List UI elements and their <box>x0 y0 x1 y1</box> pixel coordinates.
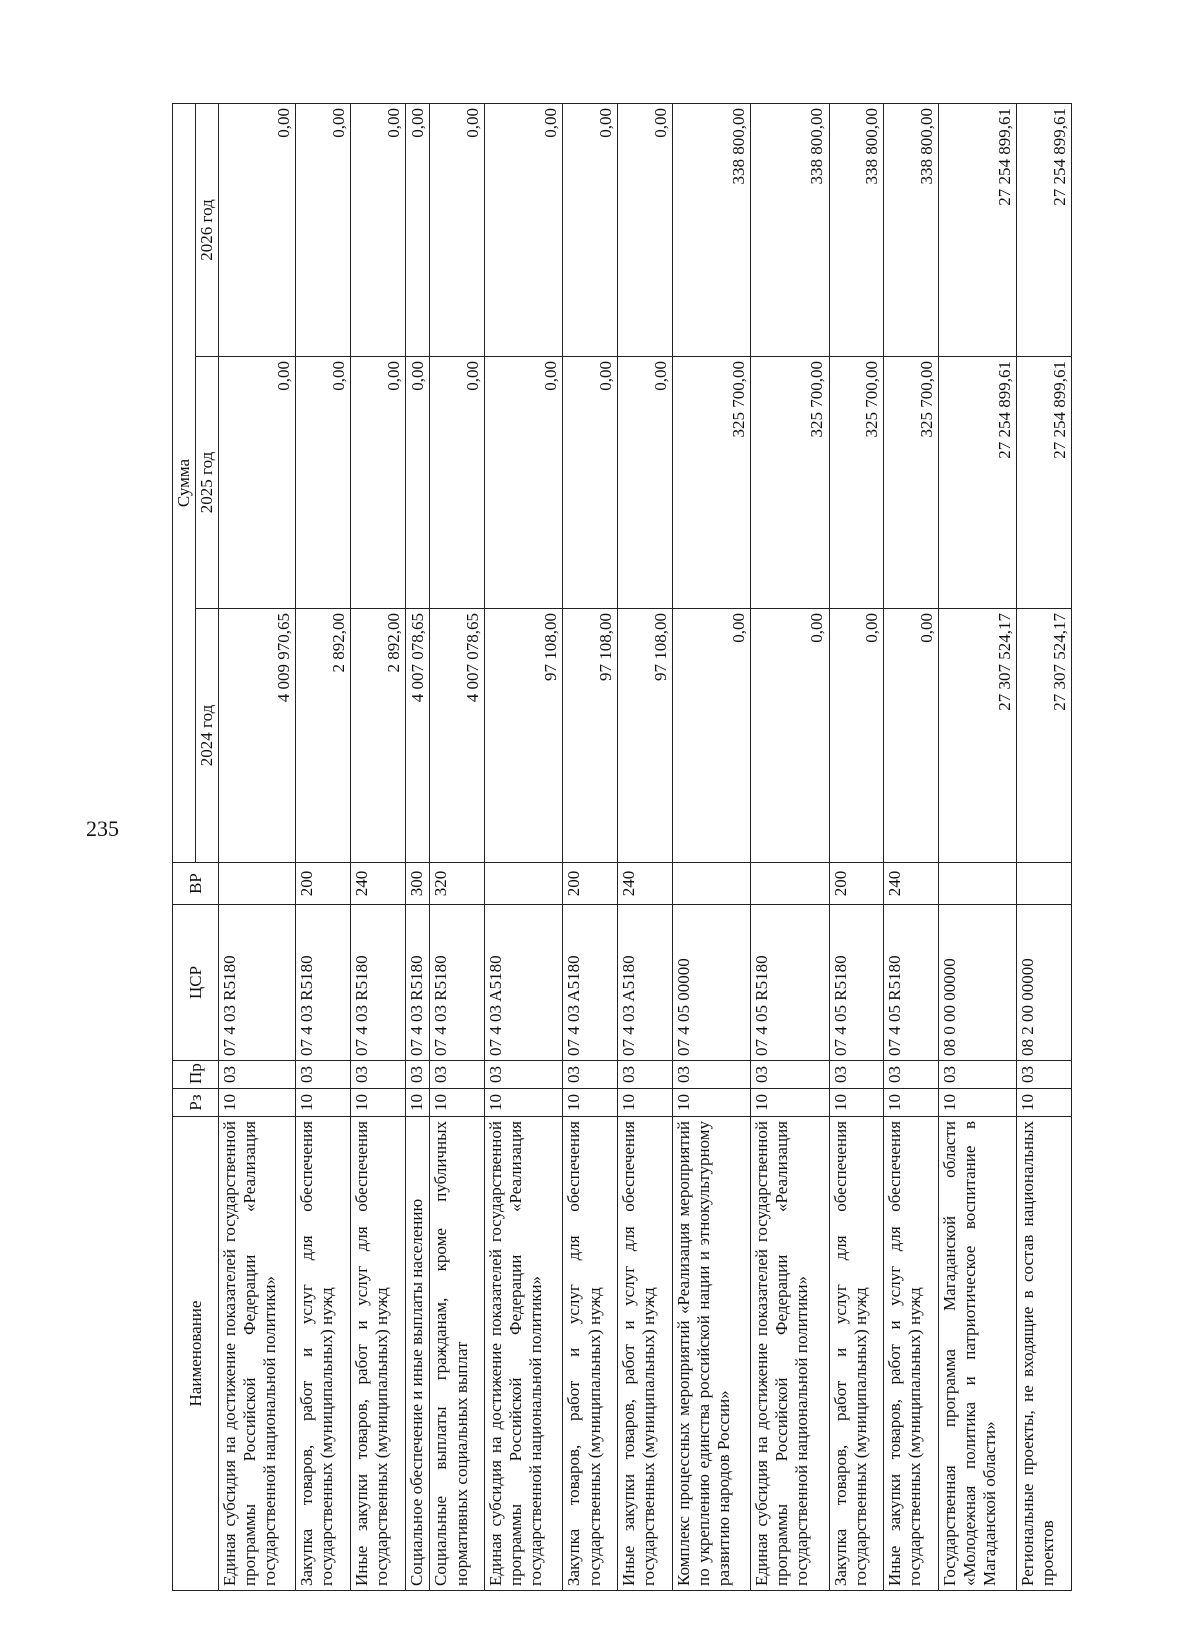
row-csr: 07 4 03 R5180 <box>351 905 406 1061</box>
header-rz: Рз <box>173 1089 219 1117</box>
row-2025: 325 700,00 <box>751 357 829 609</box>
row-vr: 240 <box>351 863 406 905</box>
header-sum: Сумма <box>173 104 196 863</box>
header-csr: ЦСР <box>173 905 219 1061</box>
header-2025: 2025 год <box>196 357 219 609</box>
row-pr: 03 <box>829 1061 884 1089</box>
row-vr <box>938 863 1016 905</box>
row-name: Закупка товаров, работ и услуг для обеспечения государственных (муниципальных) нужд <box>829 1117 884 1591</box>
row-name: Социальные выплаты гражданам, кроме публичных нормативных социальных выплат <box>430 1117 485 1591</box>
table-row <box>430 104 485 1591</box>
row-2024: 0,00 <box>884 609 939 863</box>
row-2025: 0,00 <box>563 357 618 609</box>
row-2026: 338 800,00 <box>751 104 829 357</box>
row-csr: 08 0 00 00000 <box>938 905 1016 1061</box>
row-2026: 27 254 899,61 <box>1017 104 1072 357</box>
header-pr: Пр <box>173 1061 219 1089</box>
row-2026: 338 800,00 <box>829 104 884 357</box>
row-rz: 10 <box>884 1089 939 1117</box>
row-rz: 10 <box>485 1089 563 1117</box>
row-csr: 07 4 03 R5180 <box>219 905 296 1061</box>
row-csr: 07 4 05 R5180 <box>829 905 884 1061</box>
table-row <box>618 104 673 1591</box>
row-name: Закупка товаров, работ и услуг для обеспечения государственных (муниципальных) нужд <box>296 1117 351 1591</box>
row-csr: 07 4 03 R5180 <box>405 905 430 1061</box>
row-vr: 200 <box>829 863 884 905</box>
row-csr: 07 4 03 A5180 <box>563 905 618 1061</box>
row-2025: 0,00 <box>351 357 406 609</box>
row-2026: 0,00 <box>485 104 563 357</box>
row-2026: 0,00 <box>430 104 485 357</box>
row-2024: 27 307 524,17 <box>938 609 1016 863</box>
header-2026: 2026 год <box>196 104 219 357</box>
row-2024: 2 892,00 <box>296 609 351 863</box>
row-2025: 325 700,00 <box>672 357 750 609</box>
row-2024: 0,00 <box>672 609 750 863</box>
table-row <box>751 104 829 1591</box>
row-name: Единая субсидия на достижение показателей государственной программы Российской Федерации «Реализация государственной национальной политики» <box>751 1117 829 1591</box>
row-pr: 03 <box>618 1061 673 1089</box>
row-pr: 03 <box>884 1061 939 1089</box>
row-pr: 03 <box>938 1061 1016 1089</box>
row-name: Государственная программа Магаданской области «Молодежная политика и патриотическое воспитание в Магаданской области» <box>938 1117 1016 1591</box>
row-name: Социальное обеспечение и иные выплаты населению <box>405 1117 430 1591</box>
row-2025: 0,00 <box>485 357 563 609</box>
row-2024: 0,00 <box>829 609 884 863</box>
row-vr: 200 <box>296 863 351 905</box>
table-row <box>938 104 1016 1591</box>
rotated-table-wrapper <box>172 104 1072 1591</box>
row-pr: 03 <box>751 1061 829 1089</box>
page-number: 235 <box>86 816 119 841</box>
row-csr: 08 2 00 00000 <box>1017 905 1072 1061</box>
table-row <box>1017 104 1072 1591</box>
row-rz: 10 <box>219 1089 296 1117</box>
table-row <box>405 104 430 1591</box>
row-2025: 0,00 <box>296 357 351 609</box>
table-body <box>219 104 1072 1591</box>
row-2024: 4 009 970,65 <box>219 609 296 863</box>
row-rz: 10 <box>938 1089 1016 1117</box>
row-csr: 07 4 05 R5180 <box>751 905 829 1061</box>
row-pr: 03 <box>485 1061 563 1089</box>
row-2026: 0,00 <box>351 104 406 357</box>
table-row <box>296 104 351 1591</box>
row-2024: 0,00 <box>751 609 829 863</box>
row-2024: 97 108,00 <box>563 609 618 863</box>
row-vr <box>672 863 750 905</box>
row-2025: 0,00 <box>219 357 296 609</box>
table-row <box>485 104 563 1591</box>
header-2024: 2024 год <box>196 609 219 863</box>
row-name: Иные закупки товаров, работ и услуг для обеспечения государственных (муниципальных) нужд <box>351 1117 406 1591</box>
table-row <box>884 104 939 1591</box>
row-rz: 10 <box>1017 1089 1072 1117</box>
row-2025: 27 254 899,61 <box>938 357 1016 609</box>
row-vr: 240 <box>884 863 939 905</box>
row-vr <box>751 863 829 905</box>
row-2024: 4 007 078,65 <box>430 609 485 863</box>
row-2025: 0,00 <box>618 357 673 609</box>
row-2026: 338 800,00 <box>672 104 750 357</box>
row-rz: 10 <box>751 1089 829 1117</box>
row-vr <box>485 863 563 905</box>
row-2026: 0,00 <box>219 104 296 357</box>
row-pr: 03 <box>405 1061 430 1089</box>
row-rz: 10 <box>405 1089 430 1117</box>
row-2024: 97 108,00 <box>485 609 563 863</box>
row-2025: 325 700,00 <box>829 357 884 609</box>
row-name: Региональные проекты, не входящие в состав национальных проектов <box>1017 1117 1072 1591</box>
row-vr: 320 <box>430 863 485 905</box>
row-vr <box>219 863 296 905</box>
header-vr: ВР <box>173 863 219 905</box>
row-csr: 07 4 03 A5180 <box>485 905 563 1061</box>
table-row <box>351 104 406 1591</box>
row-rz: 10 <box>296 1089 351 1117</box>
row-vr: 240 <box>618 863 673 905</box>
row-csr: 07 4 03 R5180 <box>296 905 351 1061</box>
row-pr: 03 <box>563 1061 618 1089</box>
row-pr: 03 <box>219 1061 296 1089</box>
row-name: Иные закупки товаров, работ и услуг для обеспечения государственных (муниципальных) нужд <box>884 1117 939 1591</box>
row-name: Единая субсидия на достижение показателей государственной программы Российской Федерации «Реализация государственной национальной политики» <box>219 1117 296 1591</box>
row-2026: 27 254 899,61 <box>938 104 1016 357</box>
row-name: Единая субсидия на достижение показателей государственной программы Российской Федерации «Реализация государственной национальной политики» <box>485 1117 563 1591</box>
row-2026: 338 800,00 <box>884 104 939 357</box>
row-pr: 03 <box>672 1061 750 1089</box>
row-name: Закупка товаров, работ и услуг для обеспечения государственных (муниципальных) нужд <box>563 1117 618 1591</box>
header-name: Наименование <box>173 1117 219 1591</box>
row-2025: 0,00 <box>405 357 430 609</box>
row-csr: 07 4 05 R5180 <box>884 905 939 1061</box>
row-rz: 10 <box>563 1089 618 1117</box>
row-2024: 4 007 078,65 <box>405 609 430 863</box>
row-pr: 03 <box>296 1061 351 1089</box>
row-2026: 0,00 <box>618 104 673 357</box>
row-vr: 300 <box>405 863 430 905</box>
row-pr: 03 <box>1017 1061 1072 1089</box>
row-2026: 0,00 <box>296 104 351 357</box>
row-2025: 27 254 899,61 <box>1017 357 1072 609</box>
row-vr <box>1017 863 1072 905</box>
row-csr: 07 4 03 R5180 <box>430 905 485 1061</box>
row-2024: 27 307 524,17 <box>1017 609 1072 863</box>
row-rz: 10 <box>351 1089 406 1117</box>
row-csr: 07 4 03 A5180 <box>618 905 673 1061</box>
row-name: Комплекс процессных мероприятий «Реализация мероприятий по укреплению единства российской нации и этнокультурному развитию народов России» <box>672 1117 750 1591</box>
row-rz: 10 <box>672 1089 750 1117</box>
row-2026: 0,00 <box>405 104 430 357</box>
table-row <box>672 104 750 1591</box>
budget-table <box>172 103 1072 1591</box>
row-2024: 97 108,00 <box>618 609 673 863</box>
row-2025: 0,00 <box>430 357 485 609</box>
row-2024: 2 892,00 <box>351 609 406 863</box>
row-pr: 03 <box>430 1061 485 1089</box>
row-csr: 07 4 05 00000 <box>672 905 750 1061</box>
row-rz: 10 <box>829 1089 884 1117</box>
row-name: Иные закупки товаров, работ и услуг для обеспечения государственных (муниципальных) нужд <box>618 1117 673 1591</box>
row-rz: 10 <box>618 1089 673 1117</box>
row-2026: 0,00 <box>563 104 618 357</box>
row-rz: 10 <box>430 1089 485 1117</box>
table-row <box>829 104 884 1591</box>
row-2025: 325 700,00 <box>884 357 939 609</box>
row-pr: 03 <box>351 1061 406 1089</box>
table-row <box>563 104 618 1591</box>
row-vr: 200 <box>563 863 618 905</box>
table-row <box>219 104 296 1591</box>
